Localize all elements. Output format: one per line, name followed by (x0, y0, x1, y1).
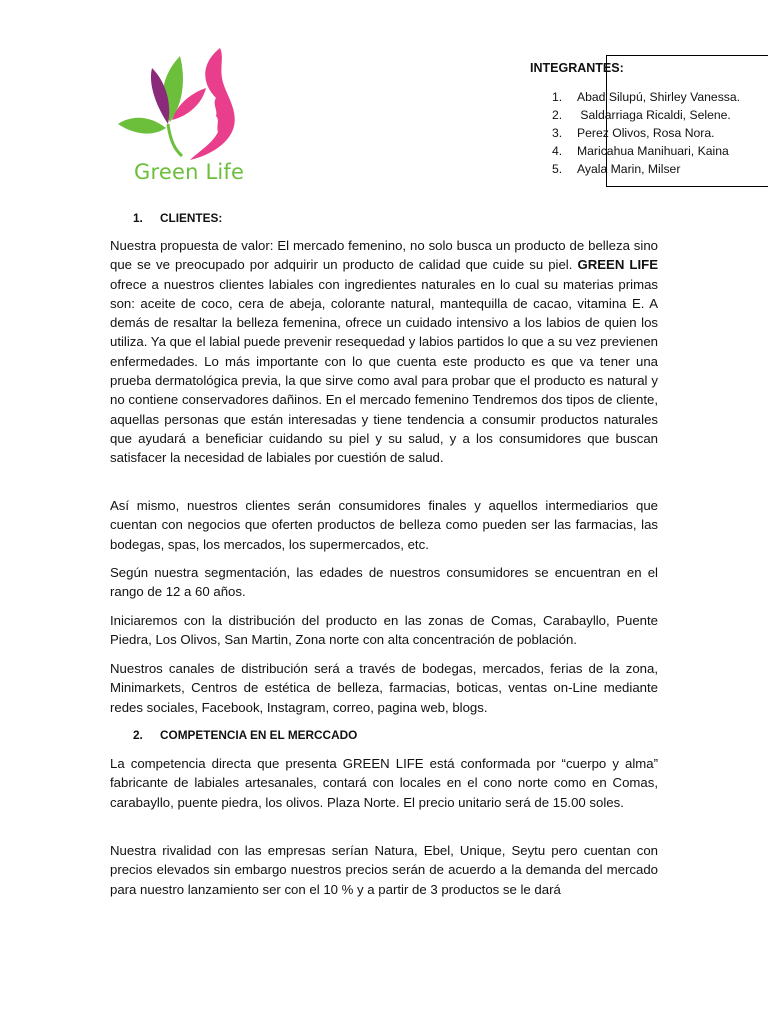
section-heading-clientes: 1. CLIENTES: (133, 211, 223, 225)
team-title: INTEGRANTES: (530, 61, 624, 75)
paragraph-value-proposition: Nuestra propuesta de valor: El mercado femenino, no solo busca un producto de belleza sino que se ve preocupado por adquirir un producto de calidad que cuide su piel. GREEN LIFE ofrece a nuestros clientes labiales con ingredientes naturales en lo cual su materias primas son: aceite de coco, cera de abeja, colorante natural, mantequilla de cacao, vitamina E. A demás de resaltar la belleza femenina, ofrece un cuidado intensivo a los labios de quien los utiliza. Ya que el labial puede prevenir resequedad y labios partidos lo que a su vez previenen enfermedades. Lo más importante con lo que cuenta este producto es que va tener una prueba dermatológica previa, la que sirve como aval para probar que el producto es natural y no contiene conservadores dañinos. En el mercado femenino Tendremos dos tipos de cliente, aquellas personas que están interesadas y tiene tendencia a consumir productos naturales que ayudará a beneficiar cuidando su piel y su salud, y a los consumidores que buscan satisfacer la necesidad de labiales por cuestión de salud. (110, 238, 658, 466)
paragraph-direct-competition: La competencia directa que presenta GREEN LIFE está conformada por “cuerpo y alma” fabricante de labiales artesanales, contará con locales en el cono norte como en Comas, carabayllo, puente piedra, los olivos. Plaza Norte. El precio unitario será de 15.00 soles. (110, 756, 658, 810)
paragraph-rivalry: Nuestra rivalidad con las empresas serían Natura, Ebel, Unique, Seytu pero cuentan con precios elevados sin embargo nuestros precios serán de acuerdo a la demanda del mercado para nuestro lanzamiento ser con el 10 % y a partir de 3 productos se le dará (110, 843, 658, 897)
paragraph-segmentation: Según nuestra segmentación, las edades de nuestros consumidores se encuentran en el rango de 12 a 60 años. (110, 565, 658, 600)
logo-stem (168, 124, 182, 156)
team-member: 2. Saldarriaga Ricaldi, Selene. (552, 108, 731, 122)
paragraph-clients: Así mismo, nuestros clientes serán consumidores finales y aquellos intermediarios que cuentan con negocios que oferten productos de belleza como pueden ser las farmacias, las bodegas, spas, los mercados, los supermercados, etc. (110, 498, 658, 552)
paragraph-distribution-zones: Iniciaremos con la distribución del producto en las zonas de Comas, Carabayllo, Puente Piedra, Los Olivos, San Martin, Zona norte con alta concentración de población. (110, 613, 658, 648)
logo-wordmark: Green Life (134, 160, 245, 184)
team-member-list (552, 88, 740, 178)
team-member: 1. Abad Silupú, Shirley Vanessa. (552, 90, 741, 104)
brand-name: GREEN LIFE (577, 257, 658, 273)
team-member: 5. Ayala Marin, Milser (552, 162, 681, 176)
section-heading-competencia: 2. COMPETENCIA EN EL MERCCADO (133, 728, 358, 742)
logo-leaf-purple (151, 68, 169, 124)
logo-leaf-left (118, 118, 166, 134)
team-member: 3. Perez Olivos, Rosa Nora. (552, 126, 715, 140)
paragraph-distribution-channels: Nuestros canales de distribución será a través de bodegas, mercados, ferias de la zona, Minimarkets, Centros de estética de belleza, farmacias, boticas, ventas on-Line mediante redes sociales, Facebook, Instagram, correo, pagina web, blogs. (110, 661, 658, 715)
team-member: 4. Maricahua Manihuari, Kaina (552, 144, 729, 158)
